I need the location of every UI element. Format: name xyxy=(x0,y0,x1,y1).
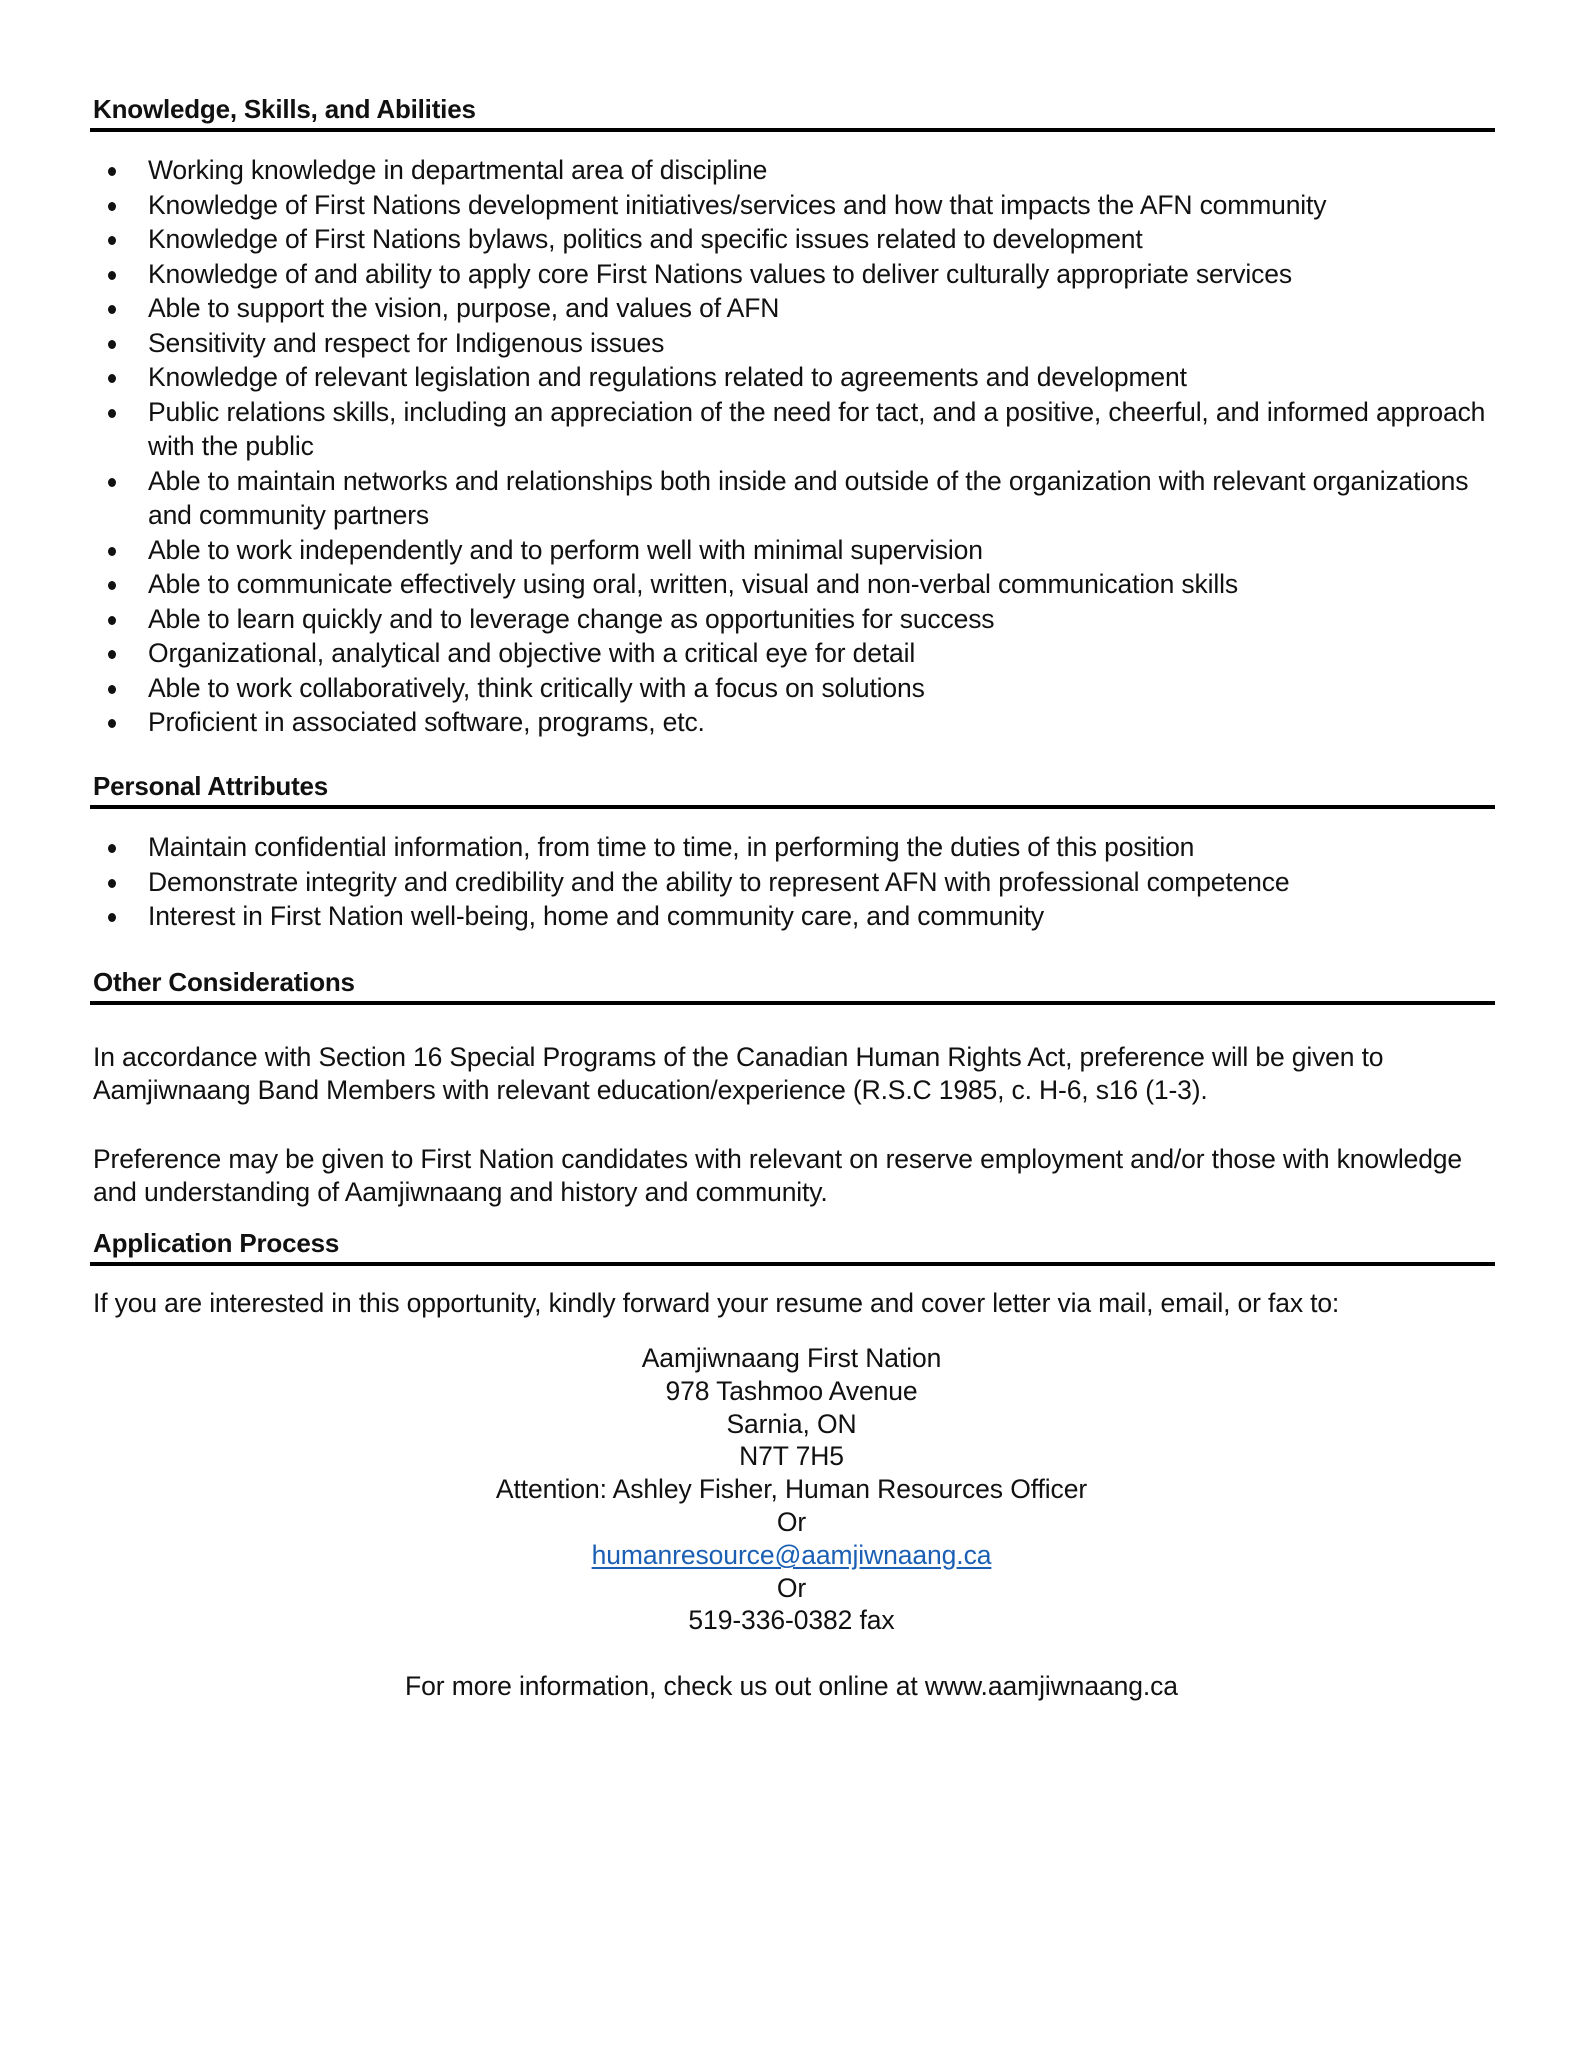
section-heading-personal-attributes: Personal Attributes xyxy=(93,771,329,801)
or-separator: Or xyxy=(776,1572,807,1603)
or-separator: Or xyxy=(776,1506,807,1537)
bullet-icon xyxy=(108,650,116,659)
section-rule xyxy=(90,1262,1495,1266)
list-item: Knowledge of First Nations bylaws, politics and specific issues related to development xyxy=(0,222,1583,257)
section-rule xyxy=(90,805,1495,809)
list-item: Public relations skills, including an appreciation of the need for tact, and a positive, cheerful, and informed approach with the public xyxy=(0,395,1583,464)
list-item: Working knowledge in departmental area of discipline xyxy=(0,153,1583,188)
list-item: Knowledge of relevant legislation and regulations related to agreements and development xyxy=(0,360,1583,395)
bullet-icon xyxy=(108,167,116,176)
list-item: Knowledge of and ability to apply core First Nations values to deliver culturally appropriate services xyxy=(0,257,1583,292)
other-considerations-paragraph-1: In accordance with Section 16 Special Programs of the Canadian Human Rights Act, preference will be given to Aamjiwnaang Band Members with relevant education/experience (R.S.C 1985, c. H-6, s16 (1-3). xyxy=(93,1042,1384,1105)
list-item: Able to work collaboratively, think critically with a focus on solutions xyxy=(0,671,1583,706)
bullet-icon xyxy=(108,374,116,383)
bullet-icon xyxy=(108,616,116,625)
section-rule xyxy=(90,1001,1495,1005)
other-considerations-paragraph-2: Preference may be given to First Nation candidates with relevant on reserve employment and/or those with knowledge and understanding of Aamjiwnaang and history and community. xyxy=(93,1144,1462,1207)
email-link[interactable]: humanresource@aamjiwnaang.ca xyxy=(591,1539,992,1570)
address-city: Sarnia, ON xyxy=(726,1408,857,1439)
list-item: Sensitivity and respect for Indigenous issues xyxy=(0,326,1583,361)
address-organization: Aamjiwnaang First Nation xyxy=(641,1343,942,1373)
personal-attributes-list xyxy=(0,830,1583,934)
bullet-icon xyxy=(108,581,116,590)
bullet-icon xyxy=(108,913,116,922)
section-heading-other-considerations: Other Considerations xyxy=(93,967,355,997)
section-heading-application-process: Application Process xyxy=(93,1228,340,1258)
more-info-line: For more information, check us out online at www.aamjiwnaang.ca xyxy=(405,1671,1178,1701)
list-item: Organizational, analytical and objective with a critical eye for detail xyxy=(0,636,1583,671)
bullet-icon xyxy=(108,409,116,418)
bullet-icon xyxy=(108,271,116,280)
list-item: Knowledge of First Nations development initiatives/services and how that impacts the AFN community xyxy=(0,188,1583,223)
ksa-list xyxy=(0,153,1583,740)
list-item: Maintain confidential information, from time to time, in performing the duties of this position xyxy=(0,830,1583,865)
list-item: Able to communicate effectively using oral, written, visual and non-verbal communication skills xyxy=(0,567,1583,602)
mailing-address-block xyxy=(0,1342,1583,1637)
bullet-icon xyxy=(108,844,116,853)
list-item: Able to maintain networks and relationships both inside and outside of the organization with relevant organizations and community partners xyxy=(0,464,1583,533)
bullet-icon xyxy=(108,202,116,211)
bullet-icon xyxy=(108,719,116,728)
address-attention: Attention: Ashley Fisher, Human Resources Officer xyxy=(495,1474,1088,1505)
bullet-icon xyxy=(108,685,116,694)
section-heading-ksa: Knowledge, Skills, and Abilities xyxy=(93,94,476,124)
section-rule xyxy=(90,128,1495,132)
address-postal-code: N7T 7H5 xyxy=(739,1441,844,1472)
list-item: Proficient in associated software, programs, etc. xyxy=(0,705,1583,740)
list-item: Able to support the vision, purpose, and values of AFN xyxy=(0,291,1583,326)
application-intro: If you are interested in this opportunity, kindly forward your resume and cover letter via mail, email, or fax to: xyxy=(93,1288,1340,1318)
bullet-icon xyxy=(108,340,116,349)
list-item: Demonstrate integrity and credibility and the ability to represent AFN with professional competence xyxy=(0,865,1583,900)
bullet-icon xyxy=(108,305,116,314)
bullet-icon xyxy=(108,547,116,556)
address-street: 978 Tashmoo Avenue xyxy=(665,1375,918,1406)
list-item: Able to work independently and to perform well with minimal supervision xyxy=(0,533,1583,568)
bullet-icon xyxy=(108,879,116,888)
bullet-icon xyxy=(108,478,116,487)
fax-number: 519-336-0382 fax xyxy=(688,1605,895,1636)
bullet-icon xyxy=(108,236,116,245)
list-item: Able to learn quickly and to leverage change as opportunities for success xyxy=(0,602,1583,637)
email-line xyxy=(0,1539,1583,1572)
list-item: Interest in First Nation well-being, home and community care, and community xyxy=(0,899,1583,934)
